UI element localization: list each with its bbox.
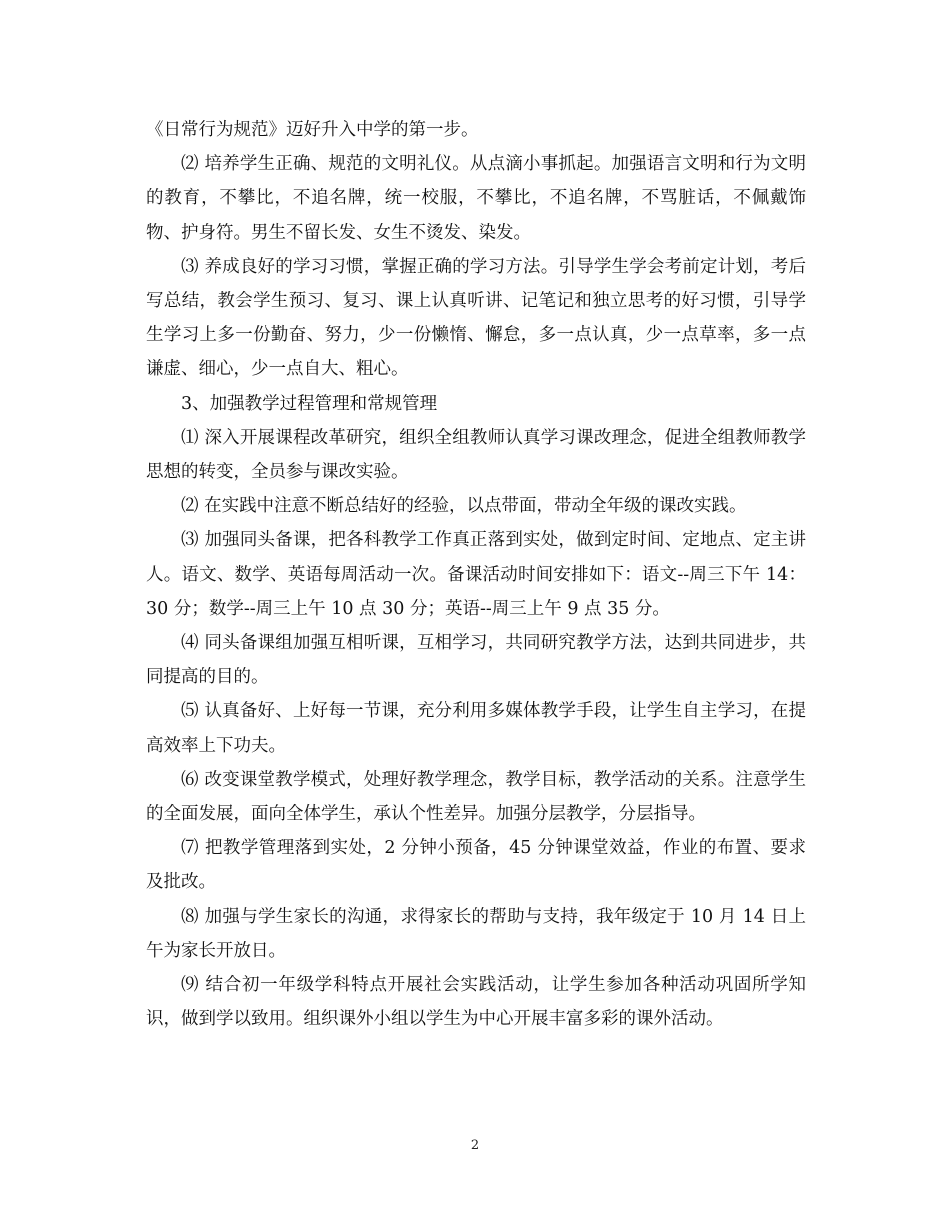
paragraph: ⑷ 同头备课组加强互相听课，互相学习，共同研究教学方法，达到共同进步，共同提高的目的。 [146, 633, 806, 688]
paragraph: 《日常行为规范》迈好升入中学的第一步。 [146, 120, 479, 140]
paragraph: ⑹ 改变课堂教学模式，处理好教学理念，教学目标，教学活动的关系。注意学生的全面发展，面向全体学生，承认个性差异。加强分层教学，分层指导。 [146, 769, 806, 825]
paragraph: ⑺ 把教学管理落到实处，2 分钟小预备，45 分钟课堂效益，作业的布置、要求及批改。 [146, 838, 806, 893]
paragraph: ⑻ 加强与学生家长的沟通，求得家长的帮助与支持，我年级定于 10 月 14 日上午为家长开放日。 [146, 906, 806, 961]
paragraph: ⑸ 认真备好、上好每一节课，充分利用多媒体教学手段，让学生自主学习，在提高效率上下功夫。 [146, 701, 806, 756]
paragraph: ⑵ 在实践中注意不断总结好的经验，以点带面，带动全年级的课改实践。 [181, 496, 747, 517]
paragraph: ⑶ 养成良好的学习习惯，掌握正确的学习方法。引导学生学会考前定计划，考后写总结，教会学生预习、复习、课上认真听讲、记笔记和独立思考的好习惯，引导学生学习上多一份勤奋、努力，少一份懒惰、懈怠，多一点认真，少一点草率，多一点谦虚、细心，少一点自大、粗心。 [146, 256, 806, 380]
paragraph: ⑼ 结合初一年级学科特点开展社会实践活动，让学生参加各种活动巩固所学知识，做到学以致用。组织课外小组以学生为中心开展丰富多彩的课外活动。 [146, 975, 806, 1030]
paragraph: ⑵ 培养学生正确、规范的文明礼仪。从点滴小事抓起。加强语言文明和行为文明的教育，不攀比，不追名牌，统一校服，不攀比，不追名牌，不骂脏话，不佩戴饰物、护身符。男生不留长发、女生不烫发、染发。 [146, 154, 806, 243]
section-heading: 3、加强教学过程管理和常规管理 [181, 393, 438, 414]
document-body [146, 113, 806, 1036]
page-number: 2 [470, 1138, 480, 1153]
paragraph: ⑴ 深入开展课程改革研究，组织全组教师认真学习课改理念，促进全组教师教学思想的转变，全员参与课改实验。 [146, 427, 806, 483]
paragraph: ⑶ 加强同头备课，把各科教学工作真正落到实处，做到定时间、定地点、定主讲人。语文、数学、英语每周活动一次。备课活动时间安排如下：语文--周三下午 14：30 分；数学--周三上午 10 点 30 分；英语--周三上午 9 点 35 分。 [146, 530, 806, 619]
